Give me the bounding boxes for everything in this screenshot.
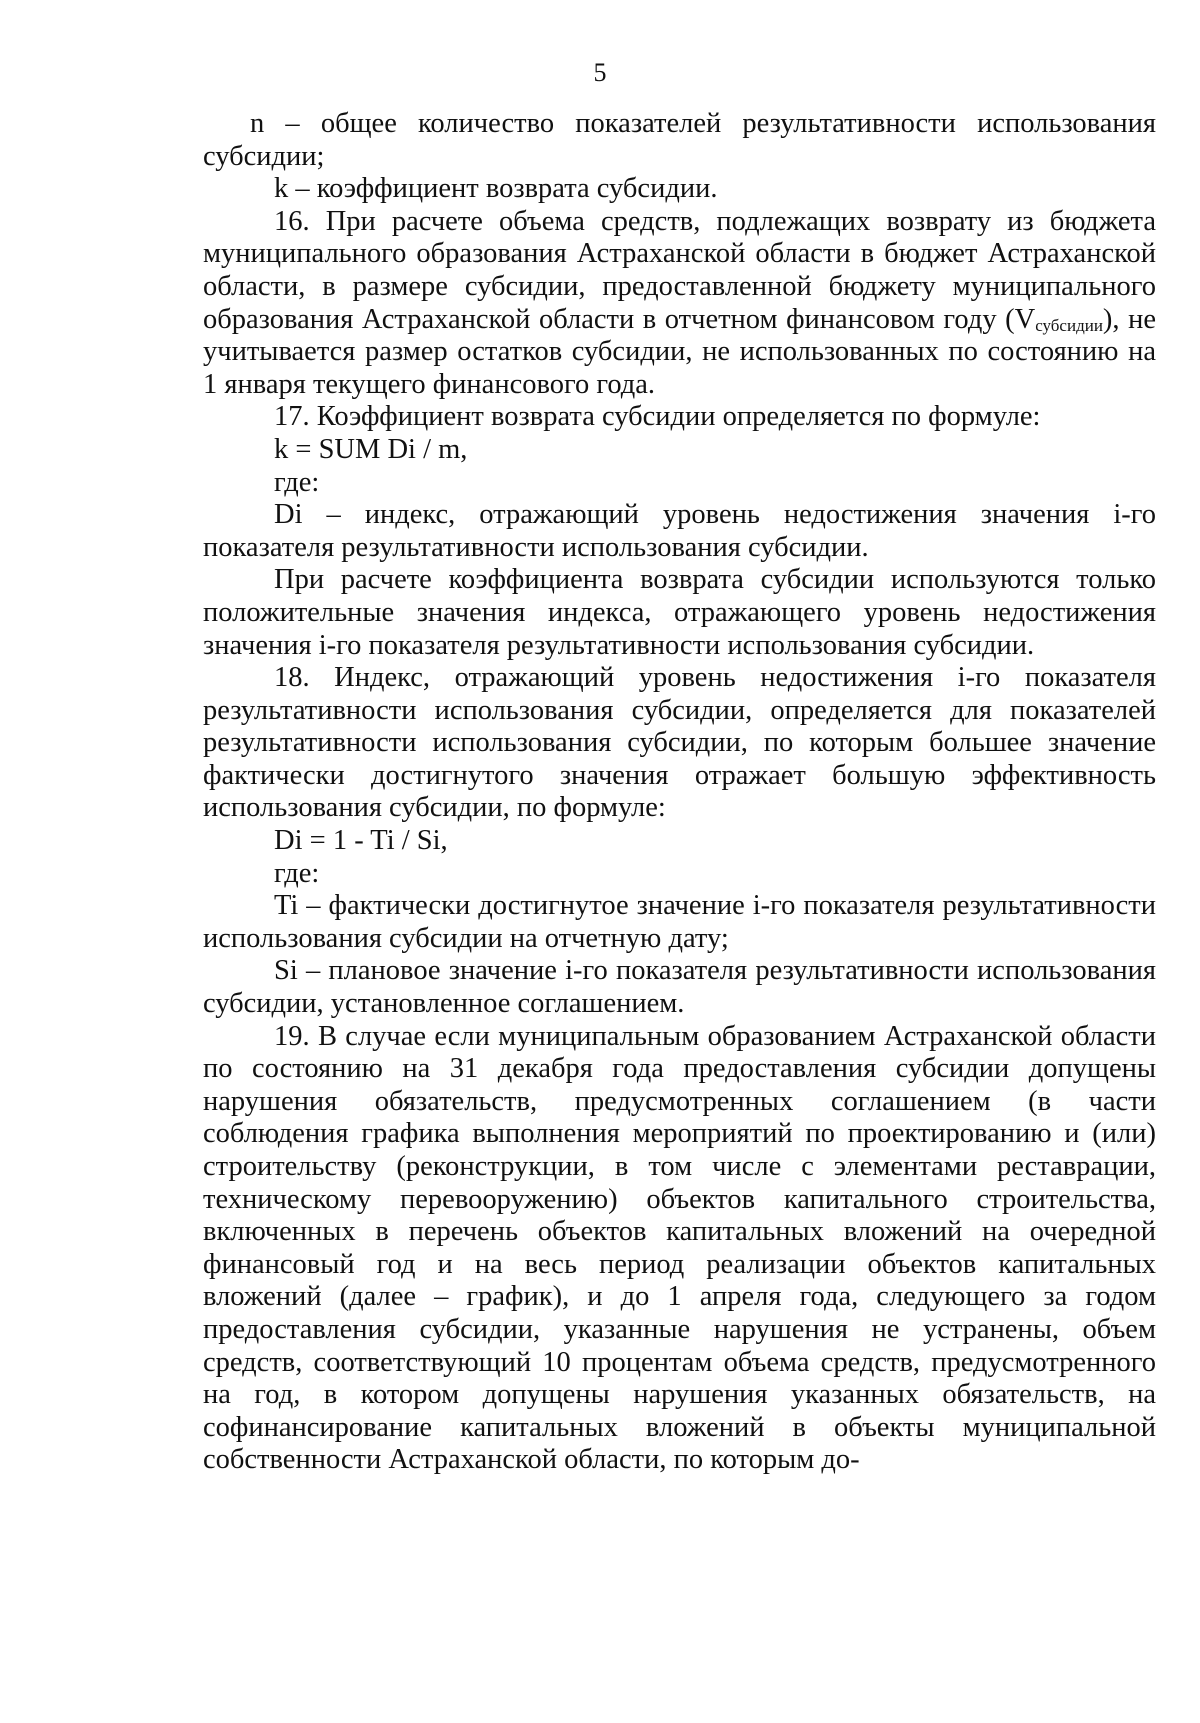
paragraph-k-definition: k – коэффициент возврата субсидии. bbox=[274, 173, 718, 205]
paragraph-ti-definition: Ti – фактически достигнутое значение i-го показателя результативности использования субсидии на отчетную дату; bbox=[203, 890, 1156, 954]
paragraph-17: 17. Коэффициент возврата субсидии определяется по формуле: bbox=[274, 401, 1041, 433]
paragraph-18: 18. Индекс, отражающий уровень недостижения i-го показателя результативности использования субсидии, определяется для показателей результативности использования субсидии, по которым большее значение фактически достигнутого значения отражает большую эффективность использования субсидии, по формуле: bbox=[203, 662, 1156, 824]
paragraph-calculation-note: При расчете коэффициента возврата субсидии используются только положительные значения индекса, отражающего уровень недостижения значения i-го показателя результативности использования субсидии. bbox=[203, 564, 1156, 661]
formula-di: Di = 1 - Ti / Si, bbox=[274, 825, 448, 857]
paragraph-n-definition: n – общее количество показателей результативности использования субсидии; bbox=[203, 108, 1156, 172]
paragraph-19: 19. В случае если муниципальным образованием Астраханской области по состоянию на 31 декабря года предоставления субсидии допущены нарушения обязательств, предусмотренных соглашением (в части соблюдения графика выполнения мероприятий по проектированию и (или) строительству (реконструкции, в том числе с элементами реставрации, техническому перевооружению) объектов капитального строительства, включенных в перечень объектов капитальных вложений на очередной финансовый год и на весь период реализации объектов капитальных вложений (далее – график), и до 1 апреля года, следующего за годом предоставления субсидии, указанные нарушения не устранены, объем средств, соответствующий 10 процентам объема средств, предусмотренного на год, в котором допущены нарушения указанных обязательств, на софинансирование капитальных вложений в объекты муниципальной собственности Астраханской области, по которым до- bbox=[203, 1020, 1156, 1476]
paragraph-16: 16. При расчете объема средств, подлежащих возврату из бюджета муниципального образования Астраханской области в бюджет Астраханской области, в размере субсидии, предоставленной бюджету муниципального образования Астраханской области в отчетном финансовом году $(V_{субсидии})$, не учитывается размер остатков субсидии, не использованных по состоянию на 1 января текущего финансового года. bbox=[203, 205, 1156, 400]
where-label-2: где: bbox=[274, 857, 320, 889]
page-number: 5 bbox=[593, 58, 607, 87]
formula-k: k = SUM Di / m, bbox=[274, 433, 468, 465]
document-body bbox=[203, 108, 1156, 1477]
paragraph-si-definition: Si – плановое значение i-го показателя результативности использования субсидии, установленное соглашением. bbox=[203, 955, 1156, 1020]
paragraph-di-definition: Di – индекс, отражающий уровень недостижения значения i-го показателя результативности использования субсидии. bbox=[203, 499, 1156, 563]
subscript-subsidy: субсидии bbox=[1035, 315, 1103, 335]
where-label-1: где: bbox=[274, 466, 320, 498]
